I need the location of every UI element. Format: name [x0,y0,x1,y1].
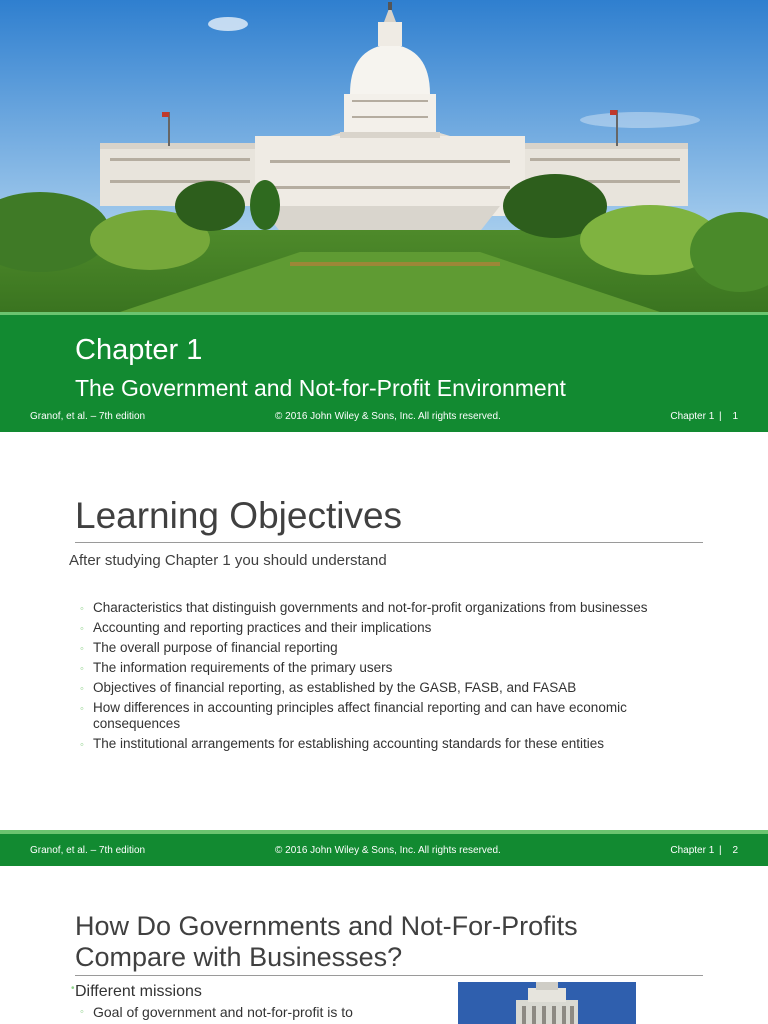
heading-divider [75,975,703,976]
footer-separator: | [719,845,722,856]
footer-chapter: Chapter 1 [670,411,715,422]
footer-page-number: 2 [732,845,738,856]
capitol-building-photo [0,0,768,312]
footer-copyright: © 2016 John Wiley & Sons, Inc. All rights reserved. [275,411,501,422]
objectives-list [80,600,700,756]
bullet-icon: ◦ [80,643,84,655]
footer-chapter: Chapter 1 [670,845,715,856]
footer-page-label [670,411,738,422]
heading-line-2: Compare with Businesses? [75,942,403,973]
title-slide [0,0,768,432]
bullet-icon: ◦ [80,663,84,675]
heading-line-1: How Do Governments and Not-For-Profits [75,911,578,941]
learning-objectives-slide [0,432,768,866]
list-item-text: The overall purpose of financial reporting [93,640,338,655]
bullet-icon: ◦ [80,739,84,751]
chapter-title: Chapter 1 [75,334,203,366]
list-item-text: Accounting and reporting practices and their implications [93,620,432,635]
bullet-icon: ◦ [80,703,84,715]
list-item-text: The information requirements of the primary users [93,660,393,675]
list-item [80,640,700,656]
slide-footer [0,845,768,861]
slide-heading: Learning Objectives [75,495,403,536]
bullet-icon: ◦ [80,1006,84,1018]
heading-divider [75,542,703,543]
list-item-text: How differences in accounting principles affect financial reporting and can have economic consequences [93,700,627,731]
list-item [80,736,700,752]
list-item [80,600,700,616]
footer-edition: Granof, et al. – 7th edition [30,411,146,422]
bullet-dot-icon: • [71,983,75,994]
slide-footer [0,411,768,427]
footer-page-label [670,845,738,856]
intro-text: After studying Chapter 1 you should understand [69,552,387,569]
list-item-level-2 [80,1004,393,1020]
chapter-subtitle: The Government and Not-for-Profit Environment [75,375,566,401]
footer-edition: Granof, et al. – 7th edition [30,845,146,856]
list-item-text: The institutional arrangements for establishing accounting standards for these entities [93,736,605,751]
list-item-text: Characteristics that distinguish governments and not-for-profit organizations from businesses [93,600,648,615]
footer-page-number: 1 [732,411,738,422]
footer-copyright: © 2016 John Wiley & Sons, Inc. All rights reserved. [275,845,501,856]
list-item [80,660,700,676]
list-item [80,700,700,732]
list-item-text: Objectives of financial reporting, as established by the GASB, FASB, and FASAB [93,680,577,695]
bullet-icon: ◦ [80,623,84,635]
bullet-icon: ◦ [80,683,84,695]
slide-heading [75,911,578,973]
list-item-level-1 [71,983,202,1001]
list-item [80,620,700,636]
list-item [80,680,700,696]
government-building-photo [458,982,636,1024]
bullet-icon: ◦ [80,603,84,615]
list-item-text: Goal of government and not-for-profit is to [93,1004,353,1020]
list-item-text: Different missions [75,983,202,1000]
comparison-slide [0,866,768,1024]
footer-separator: | [719,411,722,422]
